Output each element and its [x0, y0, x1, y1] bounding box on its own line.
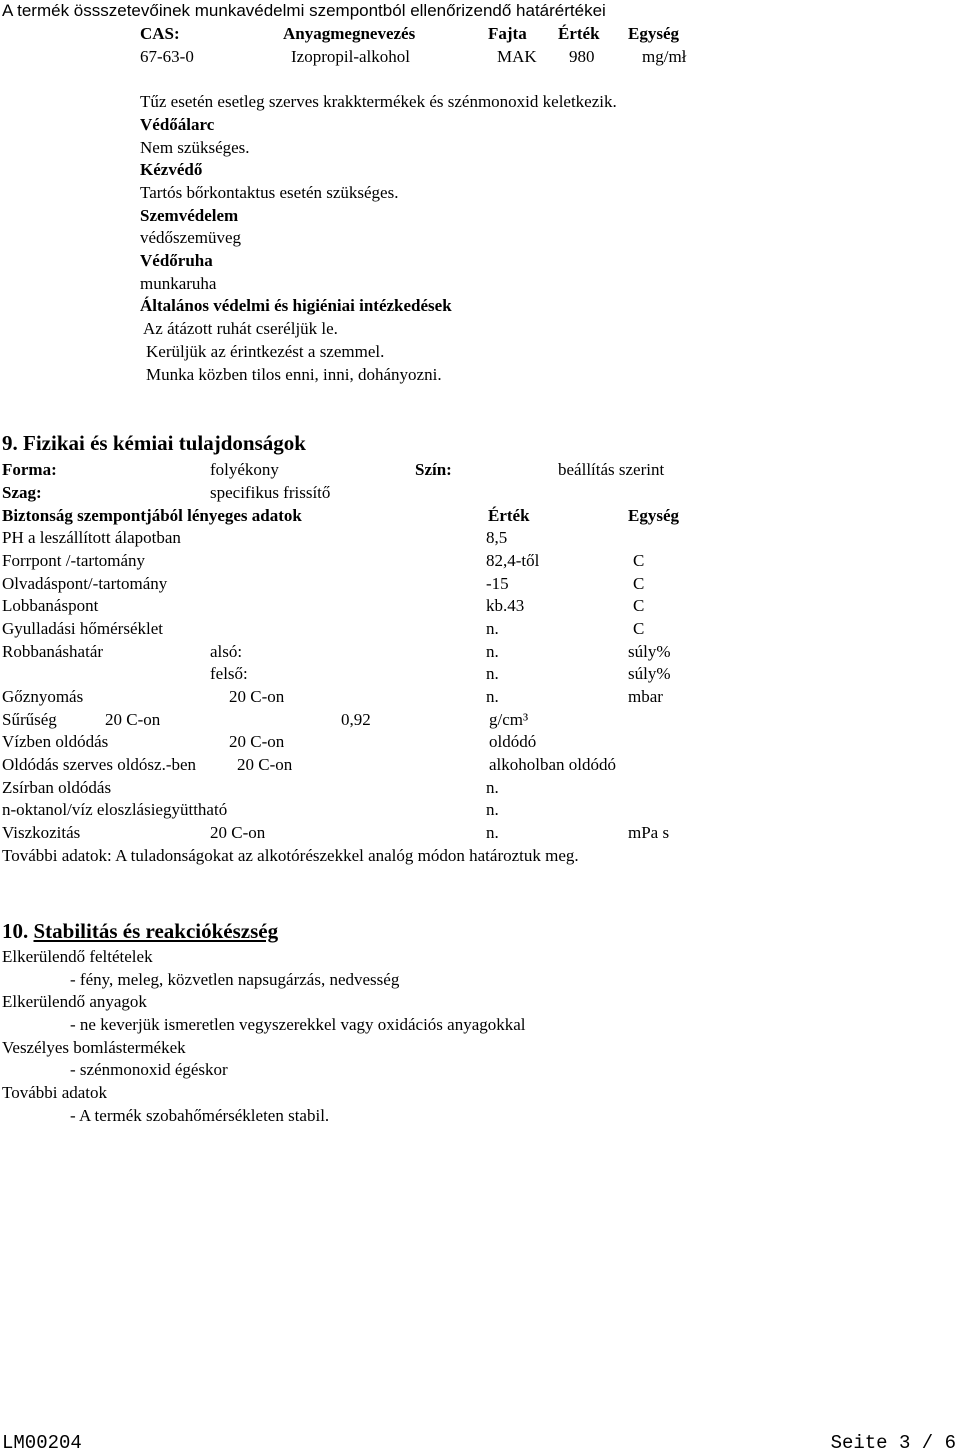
prop-label: Gyulladási hőmérséklet — [2, 619, 163, 638]
general-item: Az átázott ruhát cseréljük le. — [143, 319, 338, 338]
limit-cas: 67-63-0 — [140, 47, 194, 66]
form-label: Forma: — [2, 460, 57, 479]
hand-title: Kézvédő — [140, 160, 203, 179]
odor-value: specifikus frissítő — [210, 483, 331, 502]
col-header-value: Érték — [558, 24, 600, 43]
prop-condition: 20 C-on — [237, 755, 293, 774]
prop-label: Sűrűség — [2, 710, 57, 729]
col-header-cas: CAS: — [140, 24, 180, 43]
prop-label: Gőznyomás — [2, 687, 84, 706]
prop-label: Forrpont /-tartomány — [2, 551, 146, 570]
prop-condition: 20 C-on — [105, 710, 161, 729]
col-header-type: Fajta — [488, 24, 527, 43]
prop-value: n. — [486, 687, 499, 706]
prop-unit: C — [633, 551, 645, 570]
prop-value: kb.43 — [486, 596, 525, 615]
value-header: Érték — [488, 506, 530, 525]
clothing-text: munkaruha — [140, 274, 217, 293]
prop-value: n. — [486, 664, 499, 683]
form-value: folyékony — [210, 460, 279, 479]
prop-label: Robbanáshatár — [2, 642, 104, 661]
prop-label: Vízben oldódás — [2, 732, 109, 751]
section10-title-text: Stabilitás és reakciókészség — [33, 919, 279, 943]
limits-title: A termék össszetevőinek munkavédelmi szempontból ellenőrizendő határértékei — [2, 1, 606, 20]
avoid-materials-label: Elkerülendő anyagok — [2, 992, 147, 1011]
odor-label: Szag: — [2, 483, 42, 502]
section9-extra: További adatok: A tuladonságokat az alkotórészekkel analóg módon határoztuk meg. — [2, 846, 579, 865]
prop-label: Zsírban oldódás — [2, 778, 112, 797]
col-header-name: Anyagmegnevezés — [283, 24, 416, 43]
prop-value: oldódó — [489, 732, 537, 751]
prop-label: n-oktanol/víz eloszlásiegyüttható — [2, 800, 228, 819]
avoid-conditions: - fény, meleg, közvetlen napsugárzás, nedvesség — [70, 970, 400, 989]
prop-label: PH a leszállított álapotban — [2, 528, 181, 547]
prop-value: alkoholban oldódó — [489, 755, 617, 774]
prop-value: n. — [486, 642, 499, 661]
mask-text: Nem szükséges. — [140, 138, 250, 157]
prop-label: Olvadáspont/-tartomány — [2, 574, 168, 593]
section9-title: 9. Fizikai és kémiai tulajdonságok — [2, 431, 306, 455]
prop-unit: g/cm³ — [489, 710, 529, 729]
further: - A termék szobahőmérsékleten stabil. — [70, 1106, 330, 1125]
eye-text: védőszemüveg — [140, 228, 242, 247]
section10-number: 10. — [2, 919, 29, 943]
eye-title: Szemvédelem — [140, 206, 239, 225]
limit-type: MAK — [497, 47, 537, 66]
color-value: beállítás szerint — [558, 460, 665, 479]
limit-unit: mg/mł — [642, 47, 687, 66]
mask-title: Védőálarc — [140, 115, 215, 134]
prop-label: Lobbanáspont — [2, 596, 99, 615]
prop-sublabel: felső: — [210, 664, 248, 683]
limit-name: Izopropil-alkohol — [291, 47, 410, 66]
prop-label: Viszkozitás — [2, 823, 81, 842]
footer-page-number: Seite 3 / 6 — [830, 1432, 956, 1454]
decomposition: - szénmonoxid égéskor — [70, 1060, 228, 1079]
avoid-conditions-label: Elkerülendő feltételek — [2, 947, 153, 966]
prop-unit: C — [633, 619, 645, 638]
prop-value: n. — [486, 778, 499, 797]
prop-value: -15 — [486, 574, 509, 593]
prop-value: n. — [486, 800, 499, 819]
prop-condition: 20 C-on — [210, 823, 266, 842]
general-item: Munka közben tilos enni, inni, dohányozni. — [146, 365, 442, 384]
prop-unit: súly% — [628, 664, 671, 683]
section10-title — [2, 921, 278, 942]
prop-unit: súly% — [628, 642, 671, 661]
prop-value: 0,92 — [341, 710, 371, 729]
prop-value: n. — [486, 823, 499, 842]
footer-doc-id: LM00204 — [2, 1432, 82, 1454]
prop-unit: mbar — [628, 687, 663, 706]
prop-unit: C — [633, 596, 645, 615]
color-label: Szín: — [415, 460, 452, 479]
prop-condition: 20 C-on — [229, 732, 285, 751]
prop-unit: C — [633, 574, 645, 593]
limit-value: 980 — [569, 47, 595, 66]
prop-sublabel: alsó: — [210, 642, 243, 661]
prop-value: 82,4-től — [486, 551, 540, 570]
prop-condition: 20 C-on — [229, 687, 285, 706]
prop-value: 8,5 — [486, 528, 508, 547]
fire-note: Tűz esetén esetleg szerves krakktermékek és szénmonoxid keletkezik. — [140, 92, 617, 111]
prop-unit: mPa s — [628, 823, 670, 842]
prop-label: Oldódás szerves oldósz.-ben — [2, 755, 197, 774]
general-item: Kerüljük az érintkezést a szemmel. — [146, 342, 385, 361]
decomposition-label: Veszélyes bomlástermékek — [2, 1038, 186, 1057]
prop-value: n. — [486, 619, 499, 638]
safety-header: Biztonság szempontjából lényeges adatok — [2, 506, 302, 525]
unit-header: Egység — [628, 506, 679, 525]
col-header-unit: Egység — [628, 24, 679, 43]
further-label: További adatok — [2, 1083, 108, 1102]
clothing-title: Védőruha — [140, 251, 213, 270]
hand-text: Tartós bőrkontaktus esetén szükséges. — [140, 183, 399, 202]
avoid-materials: - ne keverjük ismeretlen vegyszerekkel vagy oxidációs anyagokkal — [70, 1015, 526, 1034]
general-title: Általános védelmi és higiéniai intézkedések — [140, 296, 452, 315]
